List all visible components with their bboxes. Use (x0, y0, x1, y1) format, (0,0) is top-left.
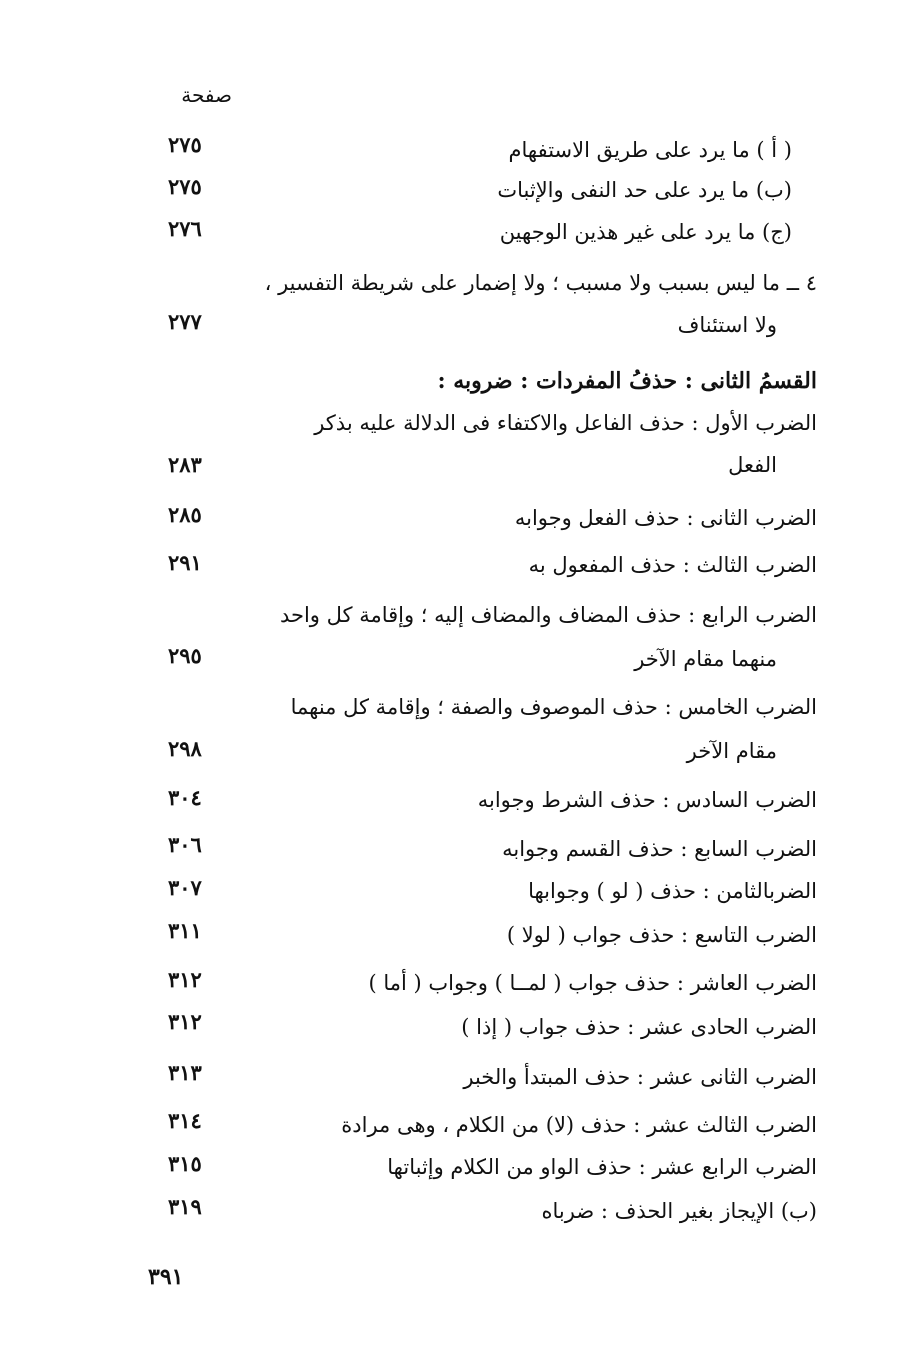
toc-entry-text: الضرب السابع : حذف القسم وجوابه (502, 837, 817, 861)
toc-entry-text: الضرب الثانى : حذف الفعل وجوابه (514, 506, 817, 530)
toc-entry-page: ٢٧٥ (168, 132, 202, 157)
toc-entry-page: ٣١٢ (168, 967, 202, 992)
toc-entry-text: ( أ ) ما يرد على طريق الاستفهام (508, 138, 792, 162)
toc-entry-page: ٣٠٤ (168, 785, 202, 810)
toc-entry-text: الضرب الرابع : حذف المضاف والمضاف إليه ؛ وإقامة كل واحد (279, 603, 817, 627)
toc-entry-page: ٢٧٦ (168, 216, 202, 241)
toc-entry-page: ٢٩٥ (168, 643, 202, 668)
toc-entry-text: الضرب العاشر : حذف جواب ( لمــا ) وجواب ( أما ) (368, 971, 817, 995)
toc-entry-page: ٣١٩ (168, 1194, 202, 1219)
toc-entry-text: الضرب الحادى عشر : حذف جواب ( إذا ) (461, 1015, 817, 1039)
toc-entry-text: (ب) ما يرد على حد النفى والإثبات (497, 178, 792, 202)
toc-entry-continuation: مقام الآخر (686, 739, 777, 763)
toc-entry-page: ٣١٥ (168, 1151, 202, 1176)
toc-entry-continuation: منهما مقام الآخر (634, 647, 777, 671)
toc-entry-page: ٢٧٧ (168, 309, 202, 334)
toc-entry-text: الضرب الرابع عشر : حذف الواو من الكلام وإثباتها (387, 1155, 817, 1179)
toc-entry-text: الضرب الثالث : حذف المفعول به (528, 553, 817, 577)
toc-entry-page: ٢٨٣ (168, 452, 202, 477)
toc-entry-page: ٣١٤ (168, 1108, 202, 1133)
toc-entry-text: الضرب السادس : حذف الشرط وجوابه (477, 788, 817, 812)
toc-entry-text: الضرب الثانى عشر : حذف المبتدأ والخبر (463, 1065, 817, 1089)
toc-entry-page: ٣١١ (168, 918, 202, 943)
toc-entry-text: الضرب الخامس : حذف الموصوف والصفة ؛ وإقامة كل منهما (290, 695, 817, 719)
toc-entry-text: الضربالثامن : حذف ( لو ) وجوابها (528, 879, 817, 903)
toc-entry-page: ٣٠٦ (168, 832, 202, 857)
toc-entry-text: ٤ ــ ما ليس بسبب ولا مسبب ؛ ولا إضمار على شريطة التفسير ، (264, 271, 817, 295)
toc-entry-continuation: الفعل (728, 453, 777, 477)
page-column-header: صفحة (181, 83, 232, 107)
toc-entry-text: الضرب الأول : حذف الفاعل والاكتفاء فى الدلالة عليه بذكر (314, 411, 817, 435)
toc-entry-page: ٣٠٧ (168, 875, 202, 900)
toc-entry-page: ٢٨٥ (168, 502, 202, 527)
toc-entry-page: ٣١٣ (168, 1060, 202, 1085)
toc-entry-text: الضرب الثالث عشر : حذف (لا) من الكلام ، وهى مرادة (341, 1113, 817, 1137)
toc-entry-page: ٢٩١ (168, 550, 202, 575)
toc-entry-page: ٢٧٥ (168, 174, 202, 199)
section-heading: القسمُ الثانى : حذفُ المفردات : ضروبه : (437, 368, 817, 394)
toc-entry-text: (ب) الإيجاز بغير الحذف : ضرباه (541, 1199, 817, 1223)
toc-entry-page: ٢٩٨ (168, 736, 202, 761)
toc-entry-page: ٣١٢ (168, 1009, 202, 1034)
toc-entry-text: الضرب التاسع : حذف جواب ( لولا ) (506, 923, 817, 947)
toc-entry-continuation: ولا استئناف (677, 313, 777, 337)
page-number: ٣٩١ (148, 1264, 184, 1290)
toc-entry-text: (ج) ما يرد على غير هذين الوجهين (499, 220, 792, 244)
